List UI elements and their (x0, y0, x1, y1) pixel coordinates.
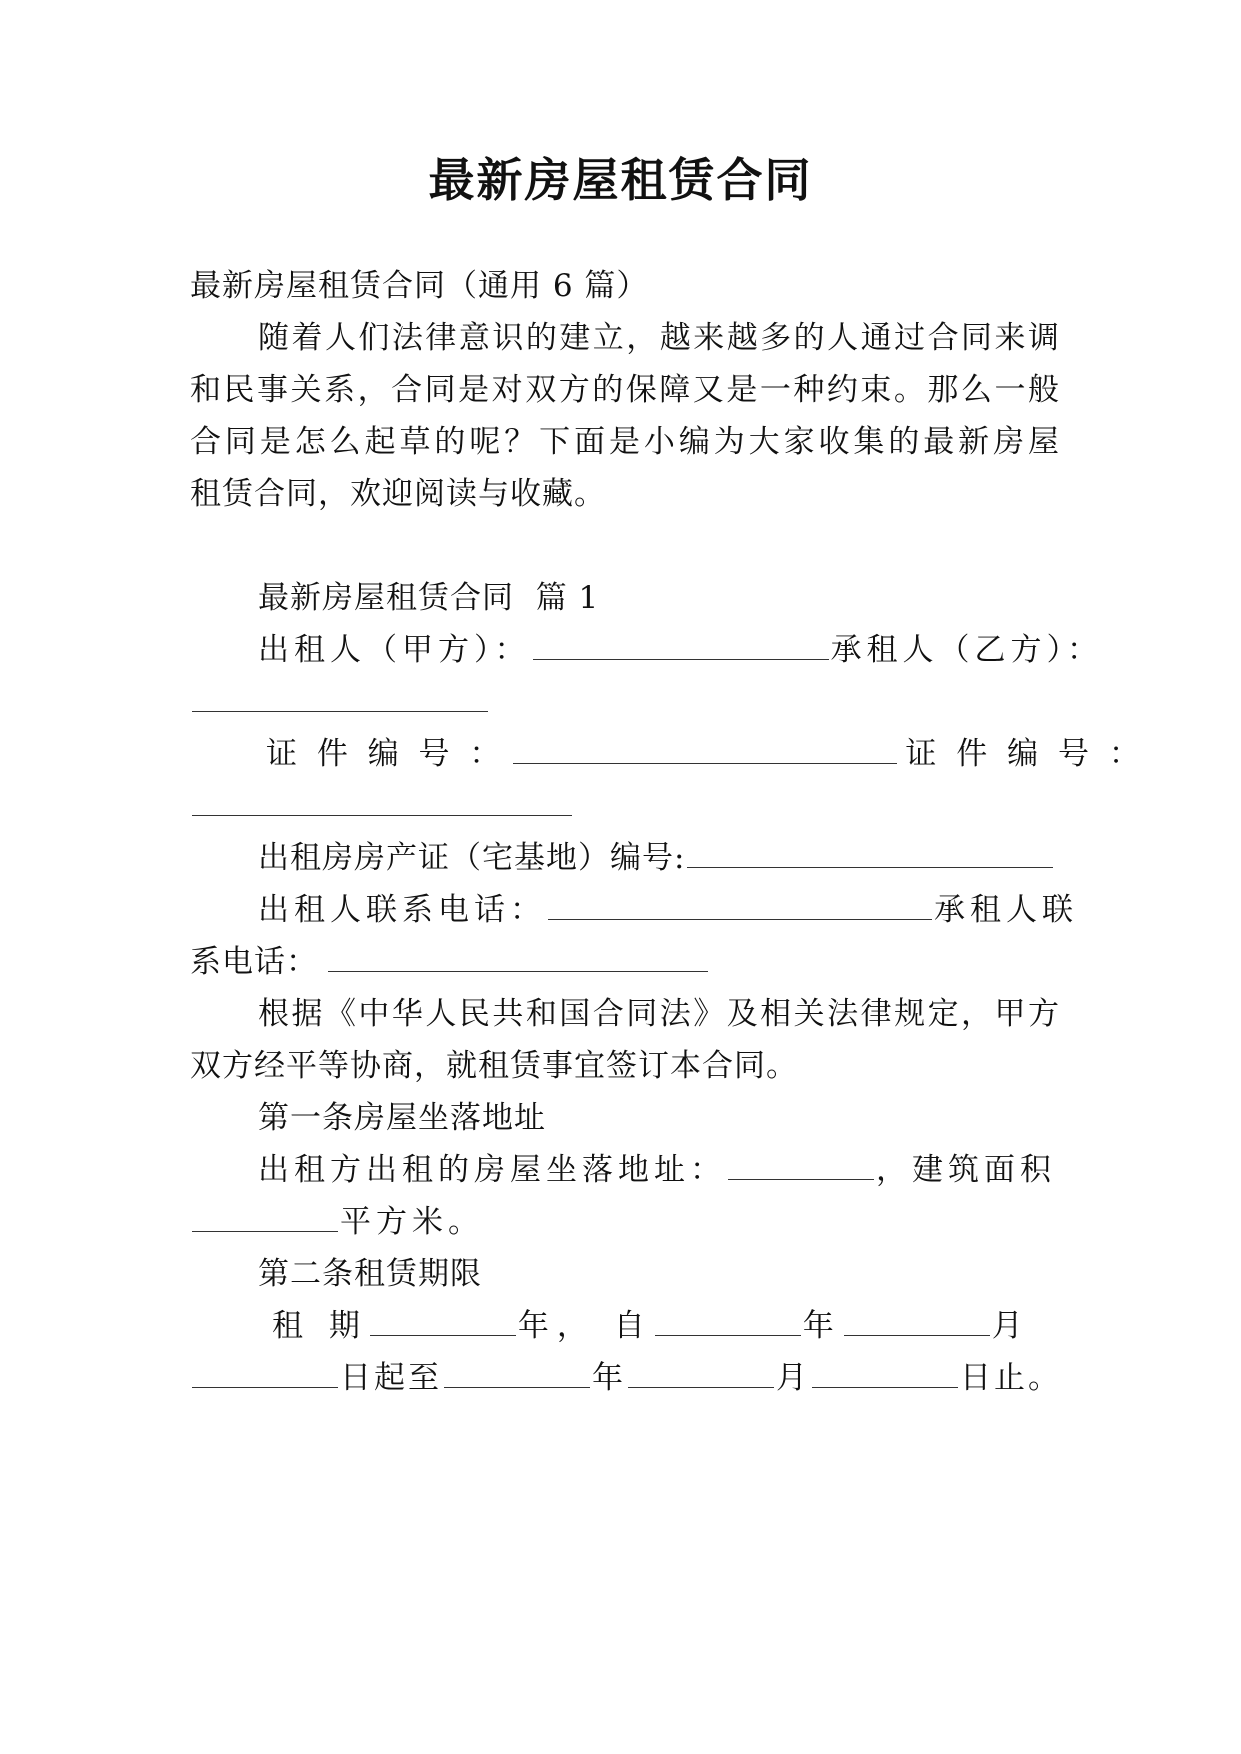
intro-line-1: 随着人们法律意识的建立，越来越多的人通过合同来调 (258, 320, 1060, 356)
property-cert-blank[interactable] (687, 839, 1053, 868)
article1-address-line (258, 1148, 1060, 1192)
lessor-id-blank[interactable] (513, 735, 897, 764)
section-heading: 最新房屋租赁合同 篇 1 (258, 580, 600, 616)
lessee-id-line (190, 784, 1060, 828)
basis-line-2: 双方经平等协商，就租赁事宜签订本合同。 (190, 1048, 798, 1084)
property-cert-label: 出租房房产证（宅基地）编号: (258, 840, 686, 876)
id-line (266, 732, 1145, 776)
article2-date-line (190, 1356, 1060, 1400)
lessor-label: 出租人（甲方）： (258, 632, 531, 668)
lessee-phone-blank[interactable] (328, 943, 708, 972)
year3-label: 年 (592, 1360, 626, 1396)
property-cert-line (258, 836, 1060, 880)
article2-term-line (272, 1304, 1074, 1348)
area-blank[interactable] (192, 1203, 338, 1232)
lessor-id-label: 证 件 编 号 ： (266, 736, 506, 772)
lessor-phone-blank[interactable] (548, 891, 932, 920)
start-year-blank[interactable] (655, 1307, 801, 1336)
lessee-id-label: 证 件 编 号 ： (905, 736, 1145, 772)
intro-line-3: 合同是怎么起草的呢？下面是小编为大家收集的最新房屋 (190, 424, 1060, 460)
lease-term-label: 租 期 (272, 1308, 368, 1344)
month-label: 月 (991, 1308, 1031, 1344)
intro-line-2: 和民事关系，合同是对双方的保障又是一种约束。那么一般 (190, 372, 1060, 408)
end-day-blank[interactable] (812, 1359, 958, 1388)
month2-label: 月 (776, 1360, 810, 1396)
address-label: 出租方出租的房屋坐落地址： (258, 1152, 726, 1188)
article1-area-line (190, 1200, 1060, 1244)
lessee-label: 承租人（乙方）： (830, 632, 1103, 668)
address-blank[interactable] (728, 1151, 874, 1180)
lessor-name-blank[interactable] (533, 631, 829, 660)
lessee-phone-label-b: 系电话： (190, 944, 318, 980)
intro-line-4: 租赁合同，欢迎阅读与收藏。 (190, 476, 606, 512)
document-subtitle: 最新房屋租赁合同（通用 6 篇） (190, 268, 649, 304)
basis-line-1: 根据《中华人民共和国合同法》及相关法律规定，甲方 (258, 996, 1060, 1032)
party-line (258, 628, 1103, 672)
end-year-blank[interactable] (444, 1359, 590, 1388)
lessee-name-blank[interactable] (192, 683, 488, 712)
end-month-blank[interactable] (628, 1359, 774, 1388)
lessor-phone-label: 出租人联系电话： (258, 892, 546, 928)
phone-line (258, 888, 1078, 932)
lease-years-blank[interactable] (370, 1307, 516, 1336)
start-day-blank[interactable] (192, 1359, 338, 1388)
document-title: 最新房屋租赁合同 (428, 153, 813, 207)
lessee-phone-line (190, 940, 1060, 984)
start-month-blank[interactable] (844, 1307, 990, 1336)
article2-title: 第二条租赁期限 (258, 1256, 482, 1292)
article1-title: 第一条房屋坐落地址 (258, 1100, 546, 1136)
year-label: 年 (517, 1308, 557, 1344)
day-from-to-label: 日起至 (340, 1360, 442, 1396)
from-label: ， 自 (556, 1308, 653, 1344)
lessee-phone-label-a: 承租人联 (934, 892, 1078, 928)
year2-label: 年 (802, 1308, 842, 1344)
area-unit: 平方米。 (340, 1204, 484, 1240)
day-end-label: 日止。 (960, 1360, 1062, 1396)
area-label: ，建筑面积 (876, 1152, 1056, 1188)
lessee-name-line (190, 680, 1060, 724)
lessee-id-blank[interactable] (192, 787, 572, 816)
